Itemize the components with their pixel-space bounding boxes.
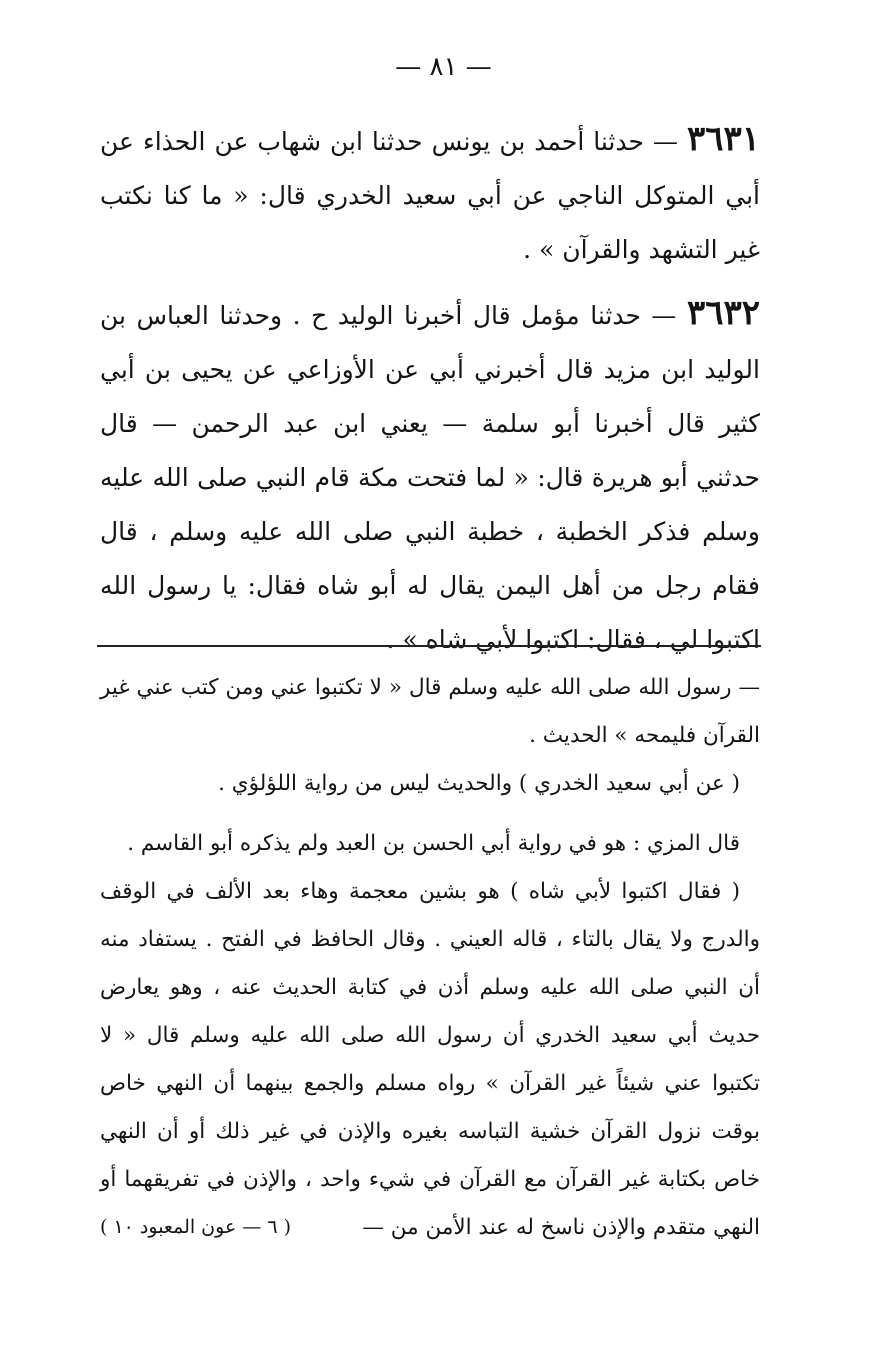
hadith-3632 [100,286,760,667]
hadith-number: ٣٦٣١ [686,119,760,159]
signature-mark: ( ٦ — عون المعبود ١٠ ) [100,1216,292,1238]
footnote-separator [97,645,761,647]
commentary-body: والدرج ولا يقال بالتاء ، قاله العيني . وقال الحافظ في الفتح . يستفاد منه أن النبي صلى الله عليه وسلم أذن في كتابة الحديث عنه ، وهو يعارض حديث أبي سعيد الخدري أن رسول الله صلى الله عليه وسلم قال « لا تكتبوا عني شيئاً غير القرآن » رواه مسلم والجمع بينهما أن النهي خاص بوقت نزول القرآن خشية التباسه بغيره والإذن في غير ذلك أو أن النهي خاص بكتابة غير القرآن مع القرآن في شيء واحد ، والإذن في تفريقهما أو النهي متقدم والإذن ناسخ له عند الأمن من — [100,927,760,1240]
commentary-paragraph-3: قال المزي : هو في رواية أبي الحسن بن العبد ولم يذكره أبو القاسم . [127,831,740,856]
hadith-3631 [100,112,760,277]
hadith-text: — حدثنا مؤمل قال أخبرنا الوليد ح . وحدثنا العباس بن الوليد ابن مزيد قال أخبرني أبي عن الأوزاعي عن يحيى بن أبي كثير قال أخبرنا أبو سلمة — يعني ابن عبد الرحمن — قال حدثني أبو هريرة قال: « لما فتحت مكة قام النبي صلى الله عليه وسلم فذكر الخطبة ، خطبة النبي صلى الله عليه وسلم ، قال فقام رجل من أهل اليمن يقال له أبو شاه فقال: يا رسول الله اكتبوا لي ، فقال: اكتبوا لأبي شاه » . [100,301,760,654]
commentary-paragraph-4 [100,868,760,1252]
commentary-lead: ( فقال اكتبوا لأبي شاه ) هو بشين معجمة وهاء بعد الألف في الوقف [100,879,740,904]
commentary-paragraph-2: ( عن أبي سعيد الخدري ) والحديث ليس من رواية اللؤلؤي . [218,771,740,796]
commentary-paragraph-1: — رسول الله صلى الله عليه وسلم قال « لا تكتبوا عني ومن كتب عني غير القرآن فليمحه » الحديث . [100,675,760,748]
page-number: — ٨١ — [395,52,492,82]
hadith-text: — حدثنا أحمد بن يونس حدثنا ابن شهاب عن الحذاء عن أبي المتوكل الناجي عن أبي سعيد الخدري قال: « ما كنا نكتب غير التشهد والقرآن » . [100,127,760,264]
hadith-number: ٣٦٣٢ [686,293,760,333]
